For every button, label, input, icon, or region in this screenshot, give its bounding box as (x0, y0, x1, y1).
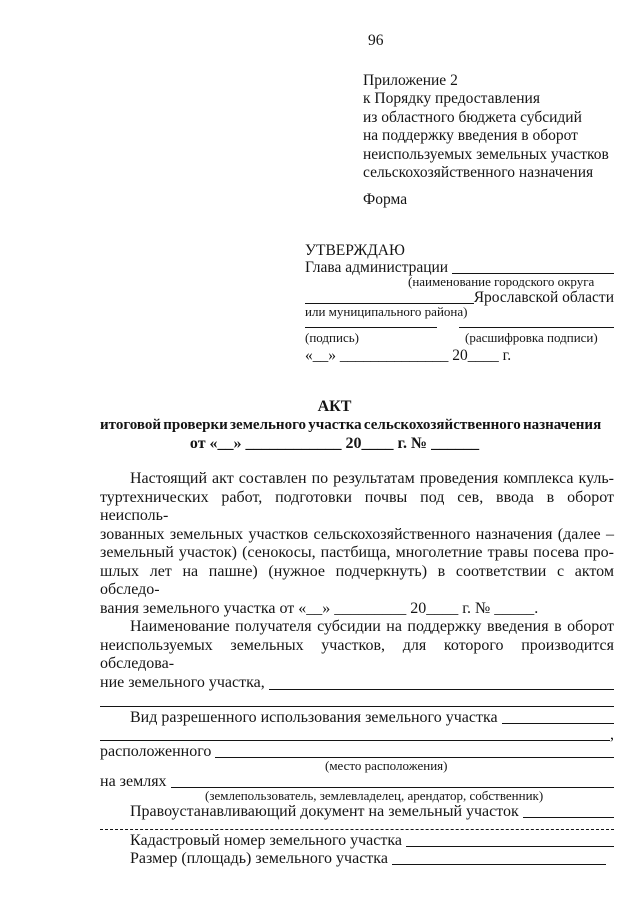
recipient-field-label: ние земельного участка, (100, 673, 265, 691)
approval-date-line: «__» ______________ 20____ г. (305, 347, 512, 364)
appendix-line: сельскохозяйственного назначения (363, 164, 594, 181)
spacer (437, 321, 459, 328)
body-line: зованных земельных участков сельскохозяйственного назначения (далее – (100, 525, 614, 543)
title-subtitle: итоговой проверки земельного участка сельскохозяйственного назначения (100, 417, 602, 434)
blank-field (269, 674, 614, 690)
document-body (100, 470, 614, 867)
area-field-label: Размер (площадь) земельного участка (130, 849, 388, 867)
blank-field (523, 803, 614, 818)
title-doc-field-label: Правоустанавливающий документ на земельный участок (130, 803, 519, 821)
appendix-line: неиспользуемых земельных участков (363, 145, 609, 163)
body-line: вания земельного участка от «__» _________ 20____ г. № _____. (100, 599, 539, 617)
signature-decode-caption: (расшифровка подписи) (465, 330, 598, 345)
body-line: шлых лет на пашне) (нужное подчеркнуть) в соответствии с актом обследо- (100, 562, 614, 599)
dashed-rule-line (100, 820, 614, 832)
appendix-line: из областного бюджета субсидий (363, 108, 582, 126)
title-word: АКТ (317, 397, 352, 415)
blank-field (392, 850, 606, 865)
usage-field-label: Вид разрешенного использования земельного участка (130, 709, 498, 727)
appendix-line: на поддержку введения в оборот (363, 127, 578, 144)
approval-region-label: Ярославской области (473, 289, 614, 306)
approval-note-top: (наименование городского округа (408, 274, 595, 289)
cadastral-field-line (100, 832, 614, 850)
lands-field-label: на землях (100, 773, 167, 791)
cadastral-field-label: Кадастровый номер земельного участка (130, 832, 402, 850)
page-number: 96 (368, 32, 384, 49)
appendix-block (363, 72, 614, 209)
blank-field (452, 259, 614, 274)
blank-field (406, 832, 614, 847)
dashed-blank-field (100, 820, 614, 830)
title-doc-field-line (100, 803, 614, 820)
appendix-line: к Порядку предоставления (363, 90, 540, 107)
approval-heading: УТВЕРЖДАЮ (305, 241, 405, 259)
approval-note-bottom: или муниципального района) (305, 304, 468, 319)
title-date-line: от «__» ____________ 20____ г. № ______ (189, 434, 480, 452)
signature-line (305, 321, 437, 328)
blank-field (100, 726, 610, 741)
located-field-label: расположенного (100, 743, 212, 761)
lands-note: (землепользователь, землевладелец, арендатор, собственник) (205, 788, 544, 804)
appendix-line: Приложение 2 (363, 71, 458, 89)
document-title (100, 397, 602, 454)
form-label: Форма (363, 190, 408, 208)
blank-field (502, 709, 614, 724)
approval-block (305, 242, 614, 365)
approval-position-label: Глава администрации (305, 259, 449, 276)
body-line: земельный участок) (сенокосы, пастбища, многолетние травы посева про- (100, 544, 614, 562)
blank-field (100, 692, 614, 707)
blank-rule-line (100, 692, 614, 709)
body-line: туртехнических работ, подготовки почвы под сев, ввода в оборот неисполь- (100, 488, 614, 525)
body-line: Наименование получателя субсидии на поддержку введения в оборот (130, 618, 614, 636)
spacer (437, 332, 459, 345)
signature-captions (305, 332, 614, 345)
area-field-line (100, 850, 614, 868)
blank-field (171, 773, 614, 788)
comma-mark: , (610, 726, 614, 744)
signature-decode-line (459, 321, 614, 328)
located-note: (место расположения) (325, 758, 448, 774)
blank-field (305, 289, 474, 304)
signature-rules (305, 321, 614, 328)
signature-caption: (подпись) (305, 330, 359, 345)
body-line: Настоящий акт составлен по результатам проведения комплекса куль- (130, 470, 614, 488)
blank-rule-comma-line (100, 726, 614, 743)
blank-field (215, 743, 614, 758)
recipient-field-line (100, 674, 614, 693)
usage-field-line (100, 709, 614, 726)
body-line: неиспользуемых земельных участков, для которого производится обследова- (100, 636, 614, 673)
